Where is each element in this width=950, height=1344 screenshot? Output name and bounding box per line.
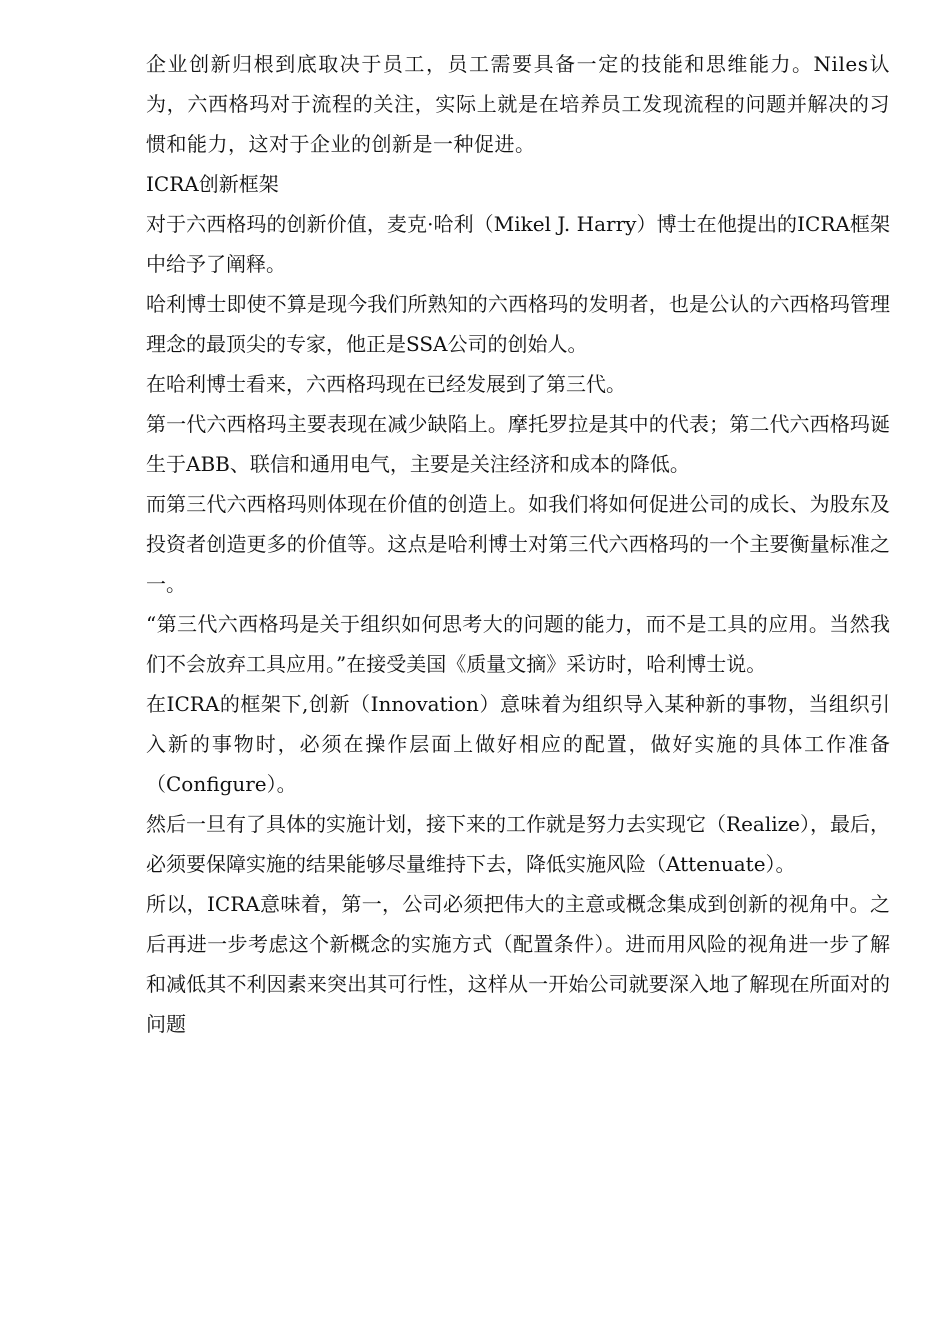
paragraph-innovation-configure: 在ICRA的框架下,创新（Innovation）意味着为组织导入某种新的事物，当组织引入新的事物时，必须在操作层面上做好相应的配置，做好实施的具体工作准备（Configure）。 — [146, 692, 890, 796]
paragraph-icra-intro: 对于六西格玛的创新价值，麦克·哈利（Mikel J. Harry）博士在他提出的ICRA框架中给予了阐释。 — [146, 212, 890, 276]
paragraph-third-generation: 在哈利博士看来，六西格玛现在已经发展到了第三代。 — [146, 372, 626, 396]
paragraph-employee-innovation: 企业创新归根到底取决于员工，员工需要具备一定的技能和思维能力。Niles认为，六西格玛对于流程的关注，实际上就是在培养员工发现流程的问题并解决的习惯和能力，这对于企业的创新是一种促进。 — [146, 52, 890, 156]
paragraph-first-second-generation: 第一代六西格玛主要表现在减少缺陷上。摩托罗拉是其中的代表；第二代六西格玛诞生于ABB、联信和通用电气，主要是关注经济和成本的降低。 — [146, 412, 890, 476]
paragraph-harry-background: 哈利博士即使不算是现今我们所熟知的六西格玛的发明者，也是公认的六西格玛管理理念的最顶尖的专家，他正是SSA公司的创始人。 — [146, 292, 890, 356]
paragraph-value-creation: 而第三代六西格玛则体现在价值的创造上。如我们将如何促进公司的成长、为股东及投资者创造更多的价值等。这点是哈利博士对第三代六西格玛的一个主要衡量标准之一。 — [146, 492, 890, 596]
section-heading-icra: ICRA创新框架 — [146, 172, 279, 196]
paragraph-harry-quote: “第三代六西格玛是关于组织如何思考大的问题的能力，而不是工具的应用。当然我们不会放弃工具应用。”在接受美国《质量文摘》采访时，哈利博士说。 — [146, 612, 890, 676]
document-body — [146, 44, 890, 1044]
paragraph-icra-summary: 所以，ICRA意味着，第一，公司必须把伟大的主意或概念集成到创新的视角中。之后再进一步考虑这个新概念的实施方式（配置条件）。进而用风险的视角进一步了解和减低其不利因素来突出其可行性，这样从一开始公司就要深入地了解现在所面对的问题 — [146, 892, 890, 1036]
paragraph-realize-attenuate: 然后一旦有了具体的实施计划，接下来的工作就是努力去实现它（Realize），最后，必须要保障实施的结果能够尽量维持下去，降低实施风险（Attenuate）。 — [146, 812, 890, 876]
